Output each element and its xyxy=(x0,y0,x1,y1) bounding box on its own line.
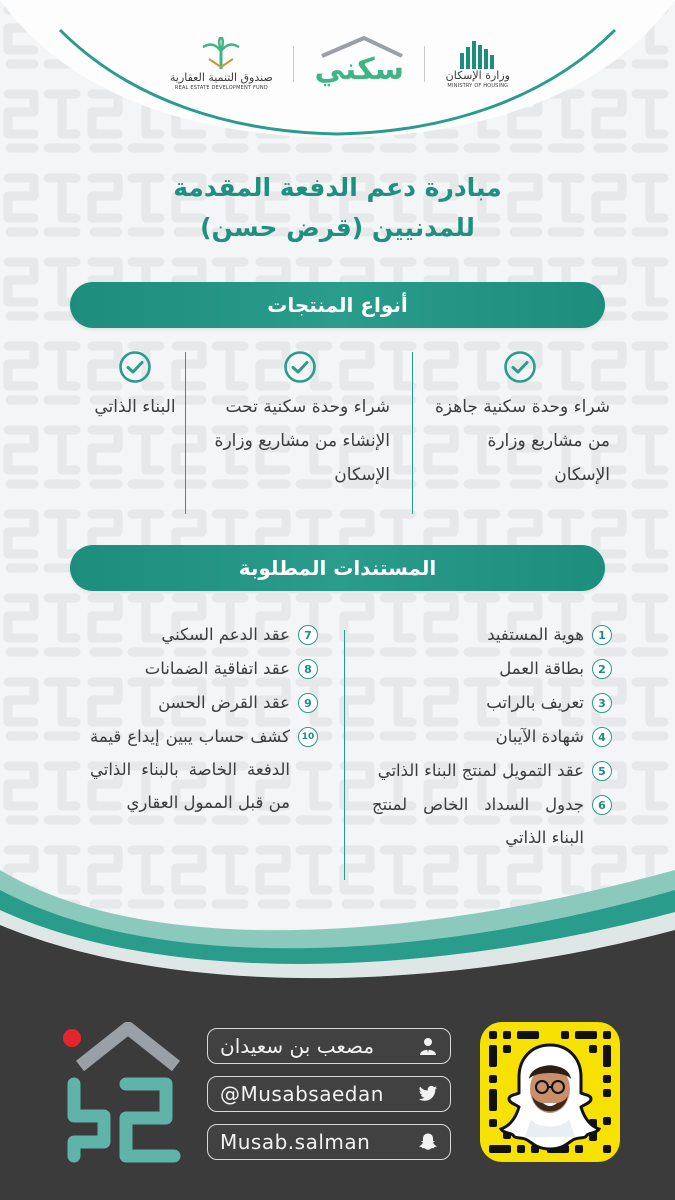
document-label: هوية المستفيد xyxy=(487,625,584,644)
document-label: عقد التمويل لمنتج البناء الذاتي xyxy=(377,761,584,780)
snapcode-pattern xyxy=(485,1027,615,1157)
document-label: عقد اتفاقية الضمانات xyxy=(144,659,290,678)
number-badge: 10 xyxy=(298,727,318,747)
twitter-icon xyxy=(418,1084,438,1104)
number-badge: 4 xyxy=(592,727,612,747)
title-line-2: للمدنيين (قرض حسن) xyxy=(200,213,475,242)
sakani-word: سكني xyxy=(314,51,405,87)
document-item xyxy=(372,652,612,685)
number-badge: 2 xyxy=(592,659,612,679)
document-label: عقد الدعم السكني xyxy=(161,625,290,644)
document-item xyxy=(90,720,318,819)
contact-text: Musab.salman xyxy=(220,1130,371,1154)
title-line-1: مبادرة دعم الدفعة المقدمة xyxy=(173,173,502,202)
product-label: شراء وحدة سكنية جاهزة من مشاريع وزارة الإسكان xyxy=(434,397,610,485)
contact-twitter[interactable] xyxy=(207,1076,451,1112)
products-heading: أنواع المنتجات xyxy=(70,282,605,328)
documents-heading: المستندات المطلوبة xyxy=(70,545,605,591)
check-circle-icon xyxy=(283,350,317,384)
ministry-logo xyxy=(446,39,510,89)
document-label: تعريف بالراتب xyxy=(486,693,584,712)
document-item xyxy=(372,788,612,854)
snapcode[interactable] xyxy=(480,1022,620,1162)
product-label: البناء الذاتي xyxy=(94,397,176,417)
document-item xyxy=(372,686,612,719)
fund-name-ar: صندوق التنمية العقارية xyxy=(170,71,273,84)
document-item xyxy=(90,686,318,719)
number-badge: 5 xyxy=(592,761,612,781)
fund-logo xyxy=(170,37,273,91)
snapchat-icon xyxy=(418,1132,438,1152)
document-label: كشف حساب يبين إيداع قيمة الدفعة الخاصة بالبناء الذاتي من قبل الممول العقاري xyxy=(90,727,290,812)
document-item xyxy=(372,720,612,753)
number-badge: 3 xyxy=(592,693,612,713)
brand-logo xyxy=(58,1022,188,1164)
product-item xyxy=(90,350,180,424)
document-label: جدول السداد الخاص لمنتج البناء الذاتي xyxy=(372,795,584,847)
number-badge: 8 xyxy=(298,659,318,679)
product-item xyxy=(210,350,390,492)
fund-name-en: REAL ESTATE DEVELOPMENT FUND xyxy=(174,85,268,91)
document-label: بطاقة العمل xyxy=(499,659,584,678)
documents-right-column xyxy=(372,618,612,855)
check-circle-icon xyxy=(503,350,537,384)
document-item xyxy=(90,652,318,685)
number-badge: 9 xyxy=(298,693,318,713)
document-item xyxy=(372,754,612,787)
contact-snapchat[interactable] xyxy=(207,1124,451,1160)
number-badge: 6 xyxy=(592,795,612,815)
check-circle-icon xyxy=(118,350,152,384)
palm-icon xyxy=(201,37,241,71)
number-badge: 1 xyxy=(592,625,612,645)
document-label: شهادة الآيبان xyxy=(495,727,584,746)
ministry-name-ar: وزارة الإسكان xyxy=(445,69,510,82)
user-icon xyxy=(418,1036,438,1056)
sakani-logo xyxy=(314,42,404,87)
page-title xyxy=(0,168,675,248)
column-divider xyxy=(412,352,413,514)
contact-text: مصعب بن سعيدان xyxy=(220,1034,375,1058)
logo-divider xyxy=(424,46,425,82)
roof-icon xyxy=(320,36,404,58)
contact-name[interactable] xyxy=(207,1028,451,1064)
number-badge: 7 xyxy=(298,625,318,645)
logo-divider xyxy=(293,46,294,82)
partner-logos xyxy=(170,24,510,104)
document-item xyxy=(372,618,612,651)
documents-left-column xyxy=(90,618,318,820)
product-item xyxy=(430,350,610,492)
contact-text: @Musabsaedan xyxy=(220,1082,384,1106)
column-divider xyxy=(344,630,345,880)
document-item xyxy=(90,618,318,651)
document-label: عقد القرض الحسن xyxy=(158,693,290,712)
column-divider xyxy=(185,352,186,514)
product-label: شراء وحدة سكنية تحت الإنشاء من مشاريع وزارة الإسكان xyxy=(214,397,390,485)
ministry-emblem-icon xyxy=(456,39,500,69)
ministry-name-en: MINISTRY OF HOUSING xyxy=(447,83,509,89)
